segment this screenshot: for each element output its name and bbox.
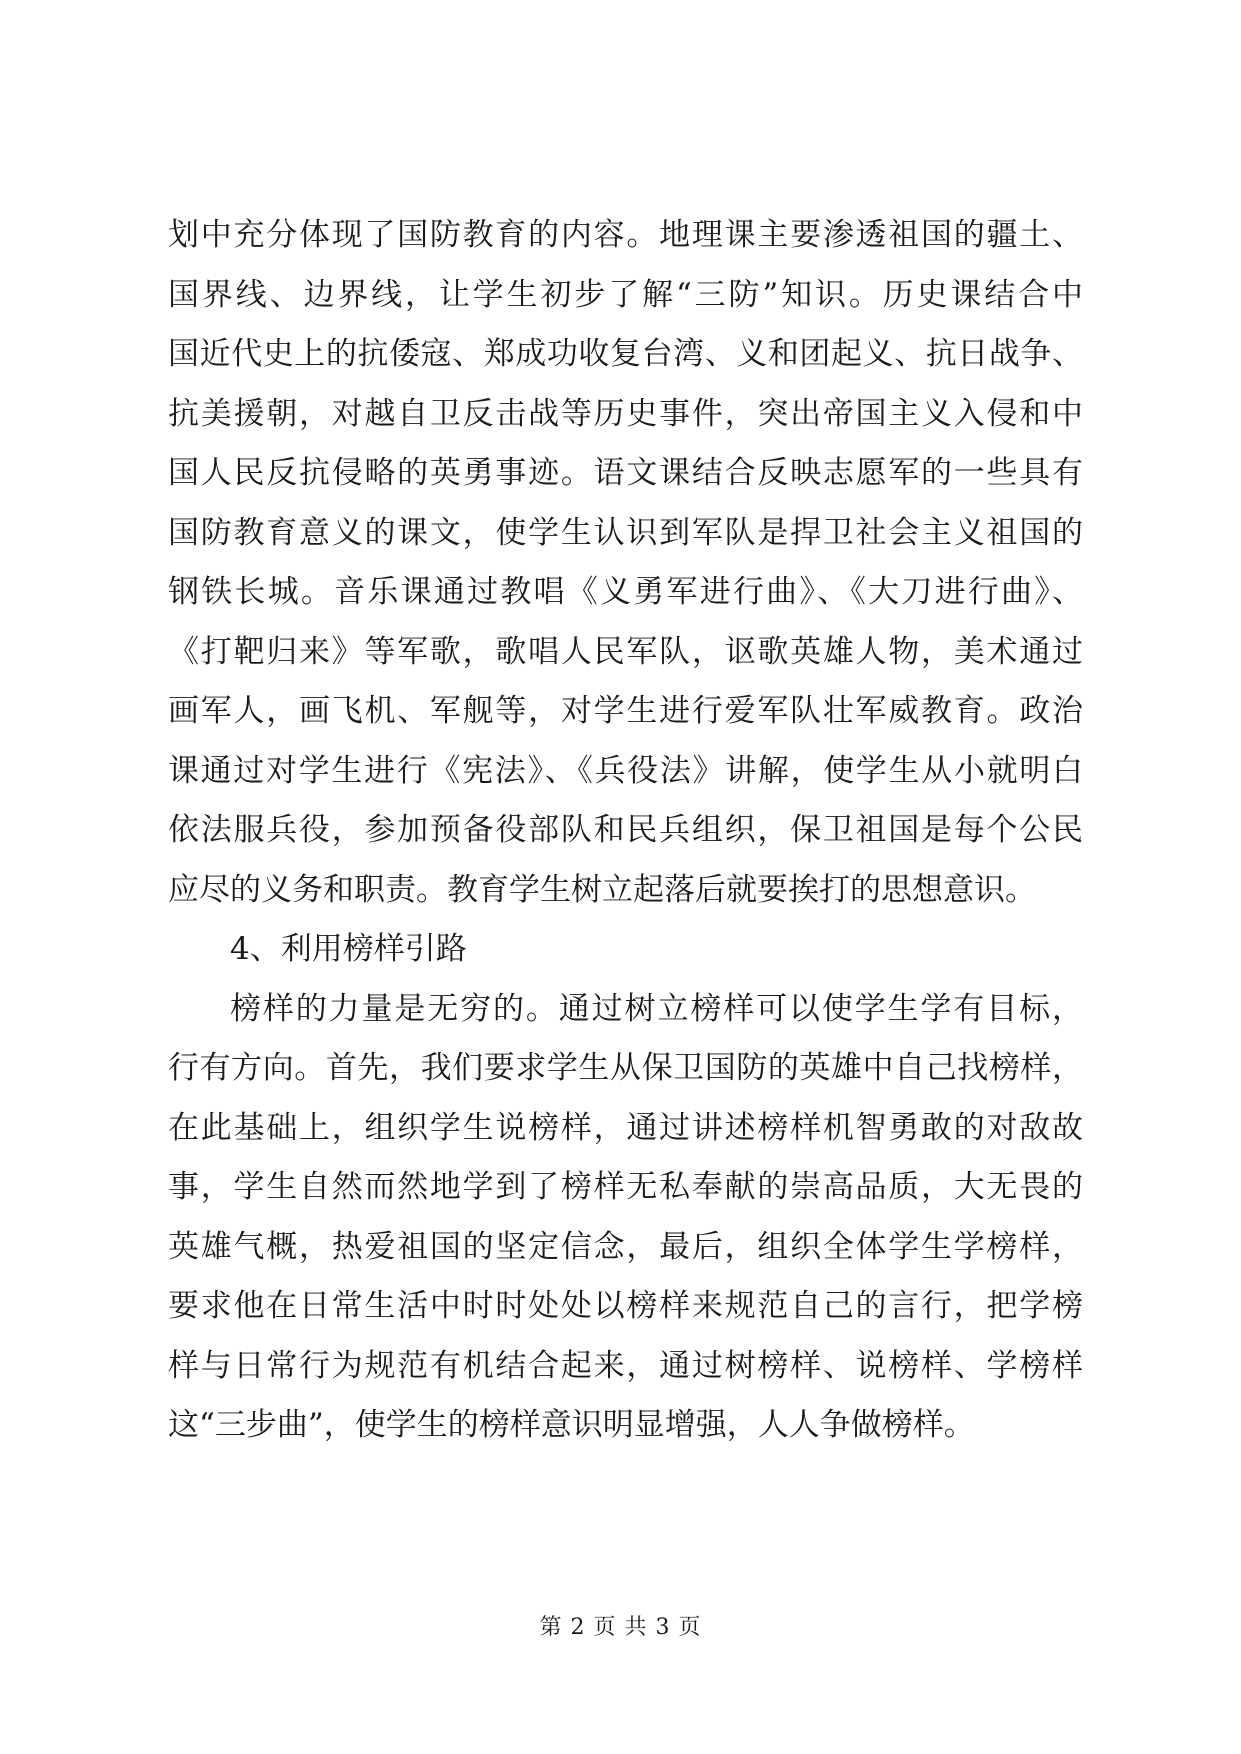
text-line: 英雄气概，热爱祖国的坚定信念，最后，组织全体学生学榜样， [168,1228,1083,1265]
text-line: 国近代史上的抗倭寇、郑成功收复台湾、义和团起义、抗日战争、 [168,336,1083,372]
body-text [168,206,1083,1456]
text-line: 画军人，画飞机、军舰等，对学生进行爱军队壮军威教育。政治 [168,693,1083,729]
text-line: 课通过对学生进行《宪法》、《兵役法》讲解，使学生从小就明白 [168,752,1083,789]
text-line: 划中充分体现了国防教育的内容。地理课主要渗透祖国的疆土、 [168,217,1083,253]
text-line: 国人民反抗侵略的英勇事迹。语文课结合反映志愿军的一些具有 [168,455,1083,491]
page-number-footer: 第 2 页 共 3 页 [539,1615,702,1640]
text-line: 国界线、边界线，让学生初步了解“三防”知识。历史课结合中 [168,276,1083,313]
text-line: 这“三步曲”，使学生的榜样意识明显增强，人人争做榜样。 [168,1407,975,1443]
text-line: 《打靶归来》等军歌，歌唱人民军队，讴歌英雄人物，美术通过 [168,633,1083,670]
text-line: 依法服兵役，参加预备役部队和民兵组织，保卫祖国是每个公民 [168,812,1083,848]
text-line: 样与日常行为规范有机结合起来，通过树榜样、说榜样、学榜样 [168,1347,1083,1384]
text-line: 事，学生自然而然地学到了榜样无私奉献的崇高品质，大无畏的 [168,1169,1083,1205]
text-line: 要求他在日常生活中时时处处以榜样来规范自己的言行，把学榜 [168,1288,1083,1324]
text-line: 榜样的力量是无穷的。通过树立榜样可以使学生学有目标， [230,990,1083,1027]
text-line: 在此基础上，组织学生说榜样，通过讲述榜样机智勇敢的对敌故 [168,1109,1083,1146]
text-line: 行有方向。首先，我们要求学生从保卫国防的英雄中自己找榜样， [168,1050,1083,1086]
section-heading: 4、利用榜样引路 [230,931,467,967]
text-line: 国防教育意义的课文，使学生认识到军队是捍卫社会主义祖国的 [168,514,1083,551]
text-line: 钢铁长城。音乐课通过教唱《义勇军进行曲》、《大刀进行曲》、 [168,574,1083,610]
text-line: 应尽的义务和职责。教育学生树立起落后就要挨打的思想意识。 [168,871,1036,908]
text-line: 抗美援朝，对越自卫反击战等历史事件，突出帝国主义入侵和中 [168,395,1083,432]
